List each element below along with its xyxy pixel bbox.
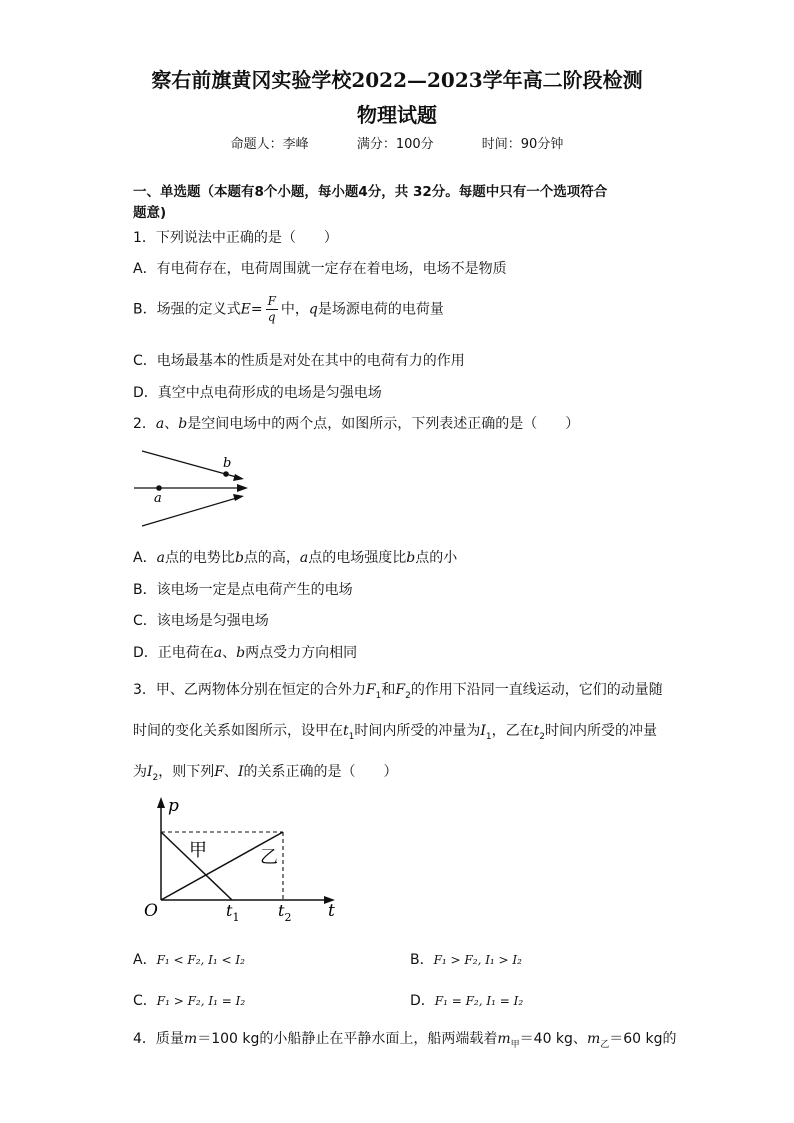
tick-t1: $t_1$ — [226, 901, 240, 924]
q3-option-b: B．F₁ > F₂, I₁ > I₂ — [410, 952, 522, 968]
full-score: 满分：100分 — [356, 137, 434, 152]
fraction-f-over-q: $\frac{F}{q}$ — [267, 294, 276, 324]
q2-option-c: C．该电场是匀强电场 — [133, 613, 269, 629]
q1-option-a: A．有电荷存在，电荷周围就一定存在着电场，电场不是物质 — [133, 261, 507, 277]
q3-option-a: A．F₁ < F₂, I₁ < I₂ — [133, 952, 245, 968]
point-b — [223, 471, 229, 477]
exam-time: 时间：90分钟 — [481, 137, 564, 152]
q3-stem-line-2: 时间的变化关系如图所示，设甲在$t_1$时间内所受的冲量为$I_1$，乙在$t_2$时间内所受的冲量 — [133, 723, 658, 742]
q3-stem-line-1: 3．甲、乙两物体分别在恒定的合外力$F_1$和$F_2$的作用下沿同一直线运动，它们的动量随 — [133, 682, 663, 701]
section-heading-line-1: 一、单选题（本题有8个小题，每小题4分，共 32分。每题中只有一个选项符合 — [133, 184, 608, 200]
axis-label-t: t — [328, 901, 335, 921]
q3-option-d: D．F₁ = F₂, I₁ = I₂ — [410, 993, 524, 1009]
label-yi: 乙 — [260, 847, 278, 868]
q1-option-b: B．场强的定义式E= $\frac{F}{q}$ 中，q是场源电荷的电荷量 — [133, 294, 444, 324]
title-line-2: 物理试题 — [357, 103, 437, 127]
q2-option-d: D．正电荷在a、b两点受力方向相同 — [133, 645, 358, 661]
axis-label-p: p — [168, 796, 179, 816]
origin-label: O — [144, 901, 158, 921]
exam-meta — [0, 133, 794, 152]
q4-stem: 4．质量m＝100 kg的小船静止在平静水面上，船两端载着$m_甲=40$ kg、$m_乙=60$ kg的 — [133, 1031, 677, 1050]
label-a: a — [154, 491, 162, 506]
q2-field-lines-figure — [130, 445, 255, 535]
q3-option-c: C．F₁ > F₂, I₁ = I₂ — [133, 993, 246, 1009]
q2-option-b: B．该电场一定是点电荷产生的电场 — [133, 582, 353, 598]
q2-stem: 2．a、b是空间电场中的两个点，如图所示，下列表述正确的是（ ） — [133, 416, 580, 432]
label-jia: 甲 — [189, 840, 207, 861]
q1-option-d: D．真空中点电荷形成的电场是匀强电场 — [133, 385, 382, 401]
q1-stem: 1．下列说法中正确的是（ ） — [133, 230, 338, 246]
q3-momentum-time-graph — [135, 792, 345, 927]
q1-option-c: C．电场最基本的性质是对处在其中的电荷有力的作用 — [133, 353, 465, 369]
arrowhead-middle — [237, 484, 248, 492]
section-heading-line-2: 题意) — [133, 205, 167, 221]
title-line-1: 察右前旗黄冈实验学校2022—2023学年高二阶段检测 — [151, 68, 643, 92]
p-axis-arrow — [157, 797, 165, 808]
arrowhead-top — [233, 474, 244, 481]
q3-stem-line-3: 为$I_2$，则下列F、I的关系正确的是（ ） — [133, 764, 398, 783]
author: 命题人：李峰 — [230, 137, 309, 152]
arrowhead-bottom — [233, 494, 244, 501]
tick-t2: $t_2$ — [278, 901, 292, 924]
point-a — [156, 485, 162, 491]
label-b: b — [223, 456, 232, 471]
q2-option-a: A．a点的电势比b点的高，a点的电场强度比b点的小 — [133, 550, 458, 566]
